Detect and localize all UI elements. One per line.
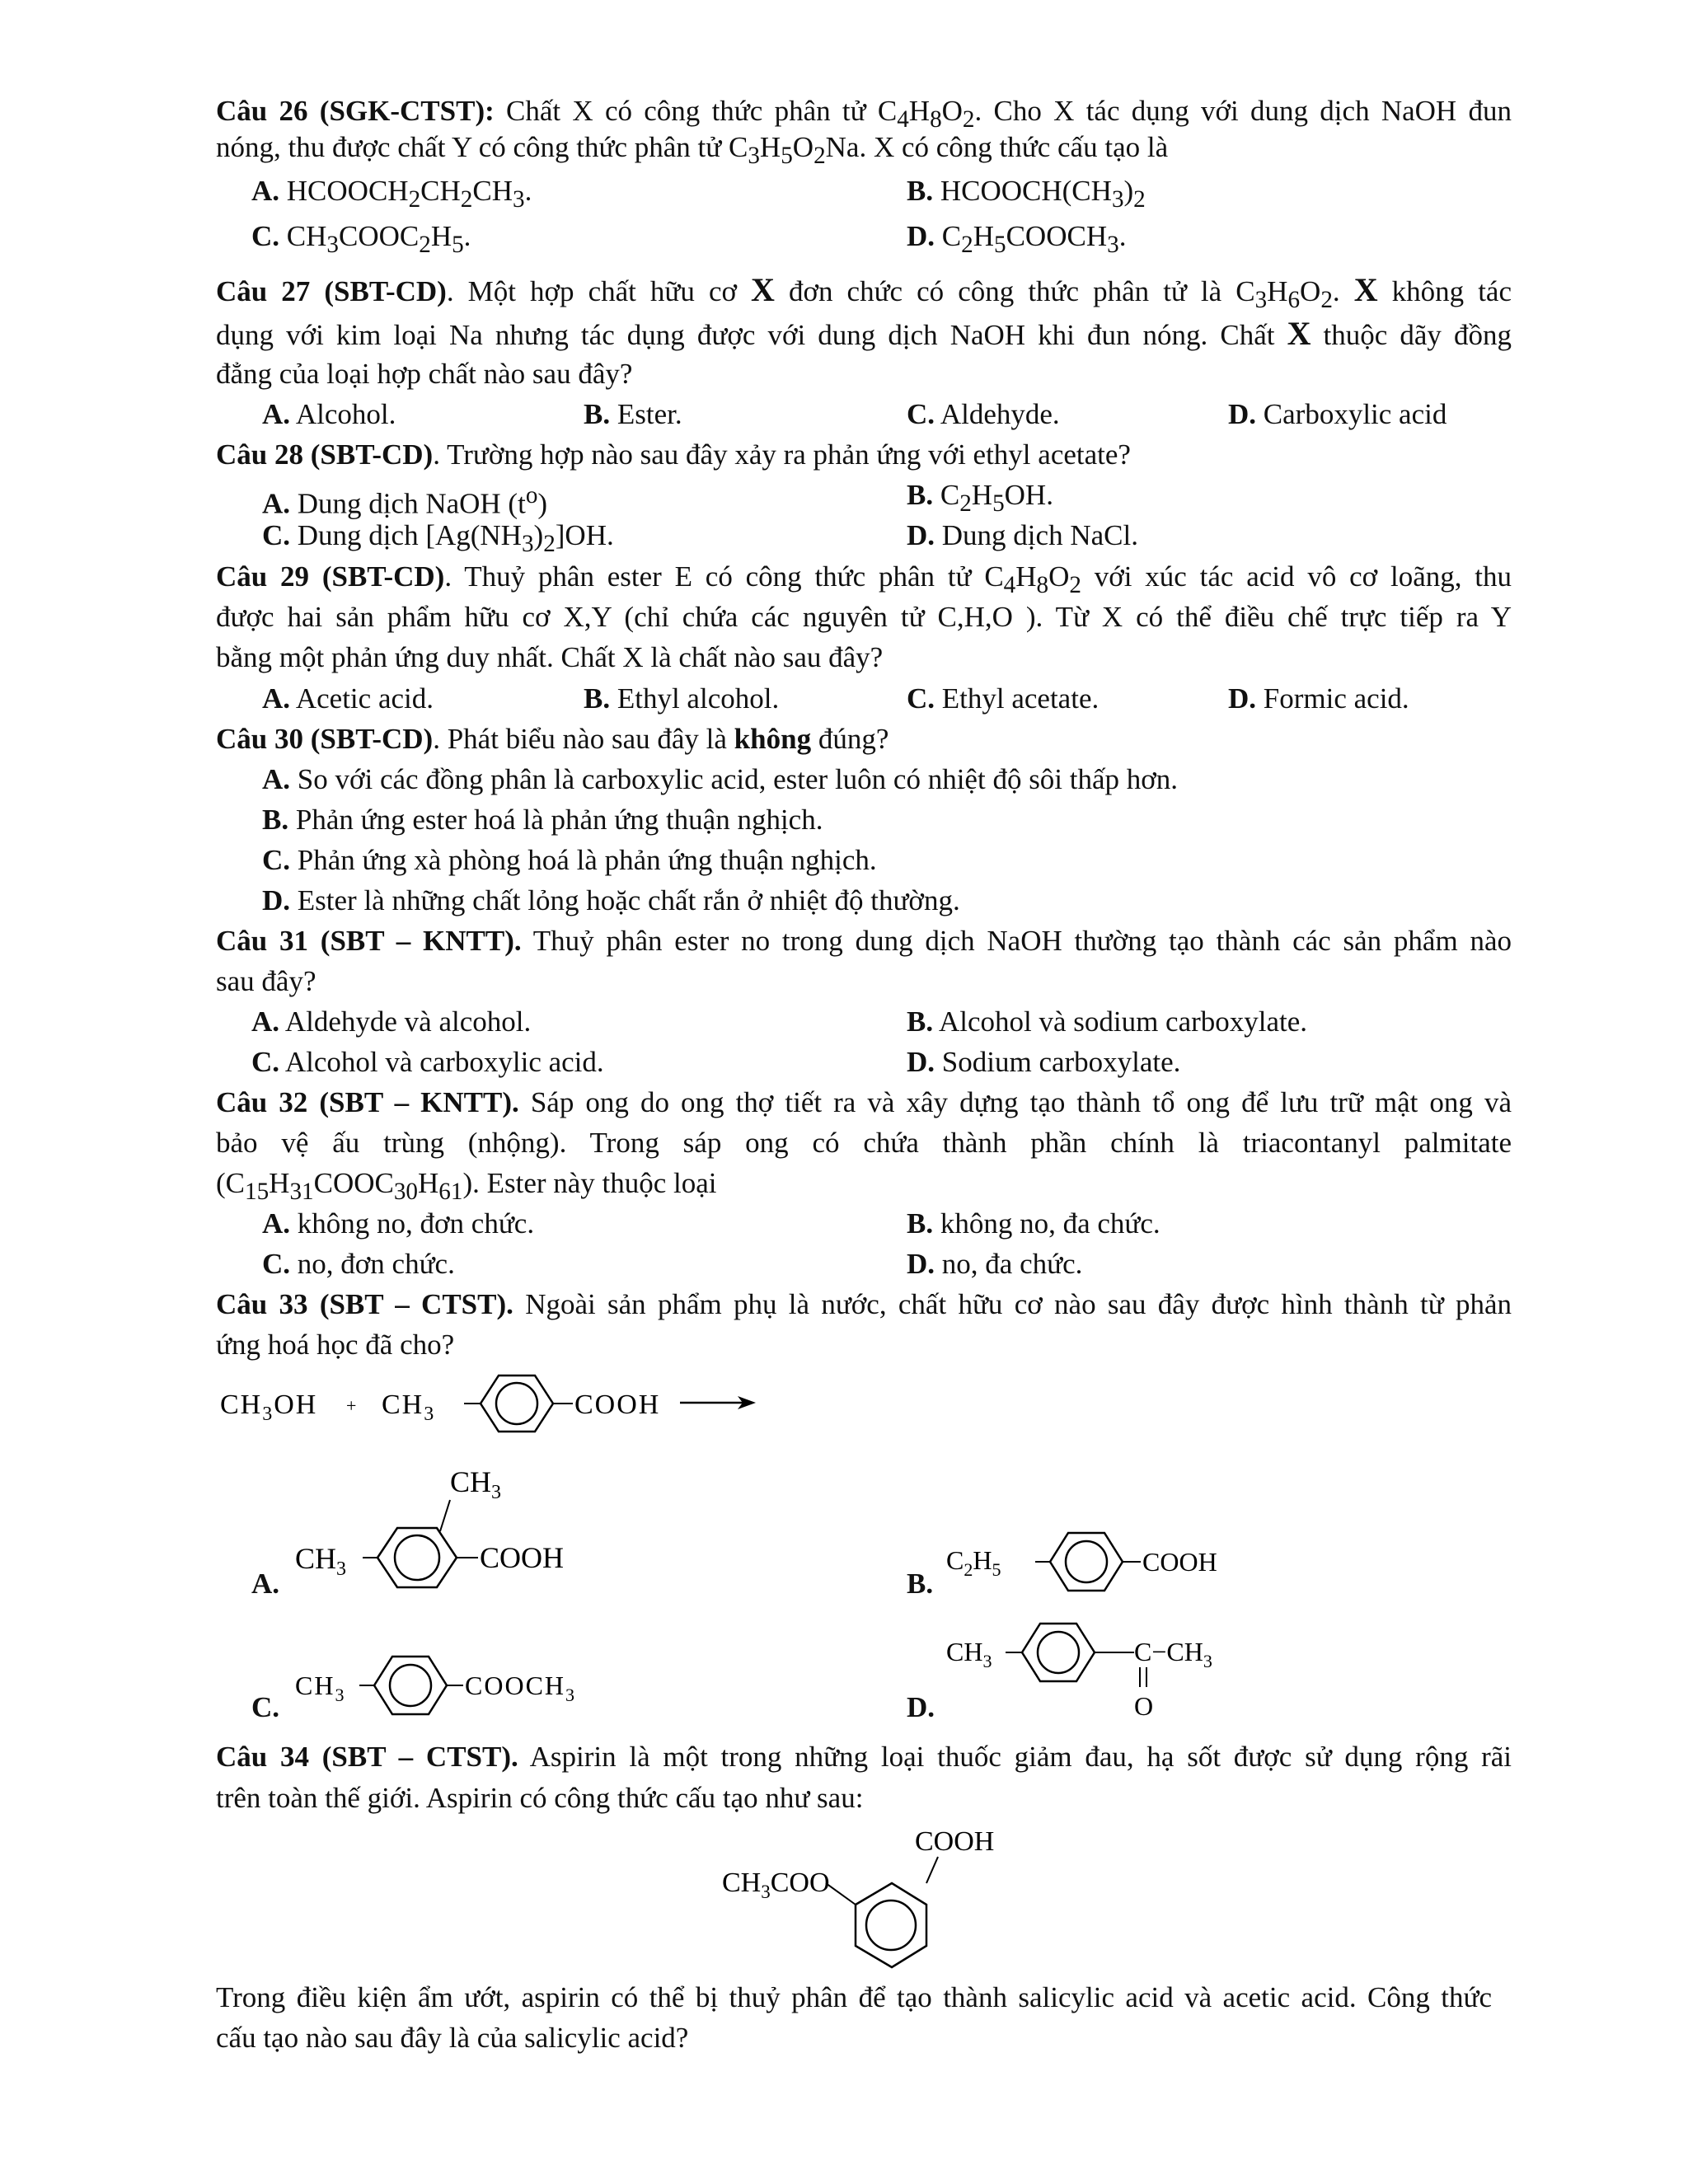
q30-option-d[interactable]: D. Ester là những chất lỏng hoặc chất rắn ở nhiệt độ thường. — [262, 884, 960, 916]
svg-text:CH3: $CH_3$ — [946, 1637, 992, 1671]
q30-option-b[interactable]: B. Phản ứng ester hoá là phản ứng thuận nghịch. — [262, 804, 823, 836]
svg-text:CH3: $CH_3$ — [295, 1542, 347, 1580]
q33-reaction — [210, 1364, 1117, 1455]
svg-text:+: + — [346, 1395, 357, 1416]
q26-option-d[interactable]: D. $C_2H_5COOCH_3$. — [907, 220, 1127, 258]
svg-text:COOH: COOH — [1142, 1547, 1217, 1577]
q28-option-c[interactable]: C. Dung dịch $[Ag(NH_3)_2]OH$. — [262, 519, 614, 557]
q33-option-b-structure — [940, 1516, 1286, 1615]
q26-line1: Câu 26 (SGK-CTST): Chất X có công thức phân tử $C_4H_8O_2$. Cho X tác dụng với dung dịch NaOH đun — [216, 95, 1512, 133]
q33-option-d-label[interactable]: D. — [907, 1691, 935, 1723]
svg-text:CH3: $CH_3$ — [450, 1465, 502, 1503]
q28-option-a[interactable]: A. Dung dịch NaOH $(t^o)$ — [262, 482, 548, 520]
q30-line1: Câu 30 (SBT-CD). Phát biểu nào sau đây là không đúng? — [216, 723, 889, 755]
q32-line2: bảo vệ ấu trùng (nhộng). Trong sáp ong có chứa thành phần chính là triacontanyl palmitate — [216, 1127, 1512, 1159]
svg-text:CH3: $CH_3$ — [382, 1390, 436, 1425]
q26-option-b[interactable]: B. $HCOOCH(CH_3)_2$ — [907, 175, 1146, 213]
svg-text:COOH: COOH — [480, 1541, 565, 1574]
q31-line2: sau đây? — [216, 965, 316, 997]
q29-option-c[interactable]: C. Ethyl acetate. — [907, 682, 1100, 715]
svg-text:CH3: $CH_3$ — [295, 1671, 346, 1705]
q32-option-c[interactable]: C. no, đơn chức. — [262, 1248, 455, 1280]
q33-option-c-label[interactable]: C. — [251, 1691, 280, 1723]
q33-line2: ứng hoá học đã cho? — [216, 1329, 455, 1361]
q33-option-b-label[interactable]: B. — [907, 1568, 934, 1600]
q28-option-b[interactable]: B. $C_2H_5OH$. — [907, 479, 1053, 517]
svg-text:COOCH3: $COOCH_3$ — [465, 1671, 577, 1705]
svg-text:O: O — [1134, 1691, 1154, 1721]
q31-option-a[interactable]: A. Aldehyde và alcohol. — [251, 1005, 532, 1038]
svg-text:C2H5: $C_2H_5$ — [946, 1545, 1001, 1580]
q32-line1: Câu 32 (SBT – KNTT). Sáp ong do ong thợ tiết ra và xây dựng tạo thành tổ ong để lưu trữ mật ong và — [216, 1086, 1512, 1118]
q32-option-d[interactable]: D. no, đa chức. — [907, 1248, 1083, 1280]
q29-line2: được hai sản phẩm hữu cơ X,Y (chỉ chứa các nguyên tử C,H,O ). Từ X có thể điều chế trực tiếp ra Y — [216, 601, 1512, 633]
q31-option-c[interactable]: C. Alcohol và carboxylic acid. — [251, 1046, 604, 1078]
svg-text:C−CH3: $C-CH_3$ — [1134, 1637, 1212, 1671]
q30-option-c[interactable]: C. Phản ứng xà phòng hoá là phản ứng thuận nghịch. — [262, 844, 877, 876]
q29-option-d[interactable]: D. Formic acid. — [1228, 682, 1409, 715]
q27-line2: dụng với kim loại Na nhưng tác dụng được với dung dịch NaOH khi đun nóng. Chất X thuộc dãy đồng — [216, 315, 1512, 352]
q27-line1: Câu 27 (SBT-CD). Một hợp chất hữu cơ X đơn chức có công thức phân tử là $C_3H_6O_2$. X không tác — [216, 271, 1512, 313]
q29-option-a[interactable]: A. Acetic acid. — [262, 682, 434, 715]
q34-line4: cấu tạo nào sau đây là của salicylic acid? — [216, 2022, 689, 2054]
q34-line3: Trong điều kiện ẩm ướt, aspirin có thể bị thuỷ phân để tạo thành salicylic acid và acetic acid. Công thức — [216, 1981, 1492, 2013]
q26-option-a[interactable]: A. $HCOOCH_2CH_2CH_3$. — [251, 175, 532, 213]
q33-option-c-structure — [288, 1640, 668, 1731]
q34-line2: trên toàn thế giới. Aspirin có công thức cấu tạo như sau: — [216, 1782, 864, 1814]
q31-line1: Câu 31 (SBT – KNTT). Thuỷ phân ester no trong dung dịch NaOH thường tạo thành các sản phẩm nào — [216, 925, 1512, 957]
q31-option-d[interactable]: D. Sodium carboxylate. — [907, 1046, 1181, 1078]
svg-text:CH3OH: $CH_3OH$ — [220, 1390, 318, 1425]
q29-option-b[interactable]: B. Ethyl alcohol. — [584, 682, 780, 715]
aspirin-structure — [717, 1817, 1080, 1999]
q27-option-a[interactable]: A. Alcohol. — [262, 398, 396, 430]
q32-line3: $(C_{15}H_{31}COOC_{30}H_{61})$. Ester này thuộc loại — [216, 1167, 717, 1205]
q27-option-c[interactable]: C. Aldehyde. — [907, 398, 1060, 430]
svg-text:COOH: COOH — [915, 1826, 995, 1857]
q34-line1: Câu 34 (SBT – CTST). Aspirin là một trong những loại thuốc giảm đau, hạ sốt được sử dụng rộng rãi — [216, 1741, 1512, 1773]
svg-text:COOH: COOH — [574, 1390, 661, 1420]
q32-option-b[interactable]: B. không no, đa chức. — [907, 1207, 1160, 1240]
q33-line1: Câu 33 (SBT – CTST). Ngoài sản phẩm phụ là nước, chất hữu cơ nào sau đây được hình thành từ phản — [216, 1288, 1512, 1320]
q29-line1: Câu 29 (SBT-CD). Thuỷ phân ester E có công thức phân tử $C_4H_8O_2$ với xúc tác acid vô cơ loãng, thu — [216, 560, 1512, 598]
q32-option-a[interactable]: A. không no, đơn chức. — [262, 1207, 535, 1240]
q27-option-b[interactable]: B. Ester. — [584, 398, 682, 430]
q29-line3: bằng một phản ứng duy nhất. Chất X là chất nào sau đây? — [216, 641, 884, 673]
q27-option-d[interactable]: D. Carboxylic acid — [1228, 398, 1447, 430]
q33-option-a-structure — [288, 1459, 717, 1607]
q30-option-a[interactable]: A. So với các đồng phân là carboxylic acid, ester luôn có nhiệt độ sôi thấp hơn. — [262, 763, 1179, 795]
q33-option-a-label[interactable]: A. — [251, 1568, 280, 1600]
q26-line2: nóng, thu được chất Y có công thức phân tử $C_3H_5O_2Na$. X có công thức cấu tạo là — [216, 131, 1169, 169]
q33-option-d-structure — [940, 1611, 1302, 1727]
q28-option-d[interactable]: D. Dung dịch NaCl. — [907, 519, 1138, 551]
q31-option-b[interactable]: B. Alcohol và sodium carboxylate. — [907, 1005, 1308, 1038]
svg-text:CH3COO: $CH_3COO$ — [722, 1868, 830, 1902]
q26-label: Câu 26 (SGK-CTST): — [216, 95, 495, 127]
q28-line1: Câu 28 (SBT-CD). Trường hợp nào sau đây xảy ra phản ứng với ethyl acetate? — [216, 438, 1131, 471]
q26-option-c[interactable]: C. $CH_3COOC_2H_5$. — [251, 220, 471, 258]
q27-line3: đẳng của loại hợp chất nào sau đây? — [216, 358, 633, 390]
